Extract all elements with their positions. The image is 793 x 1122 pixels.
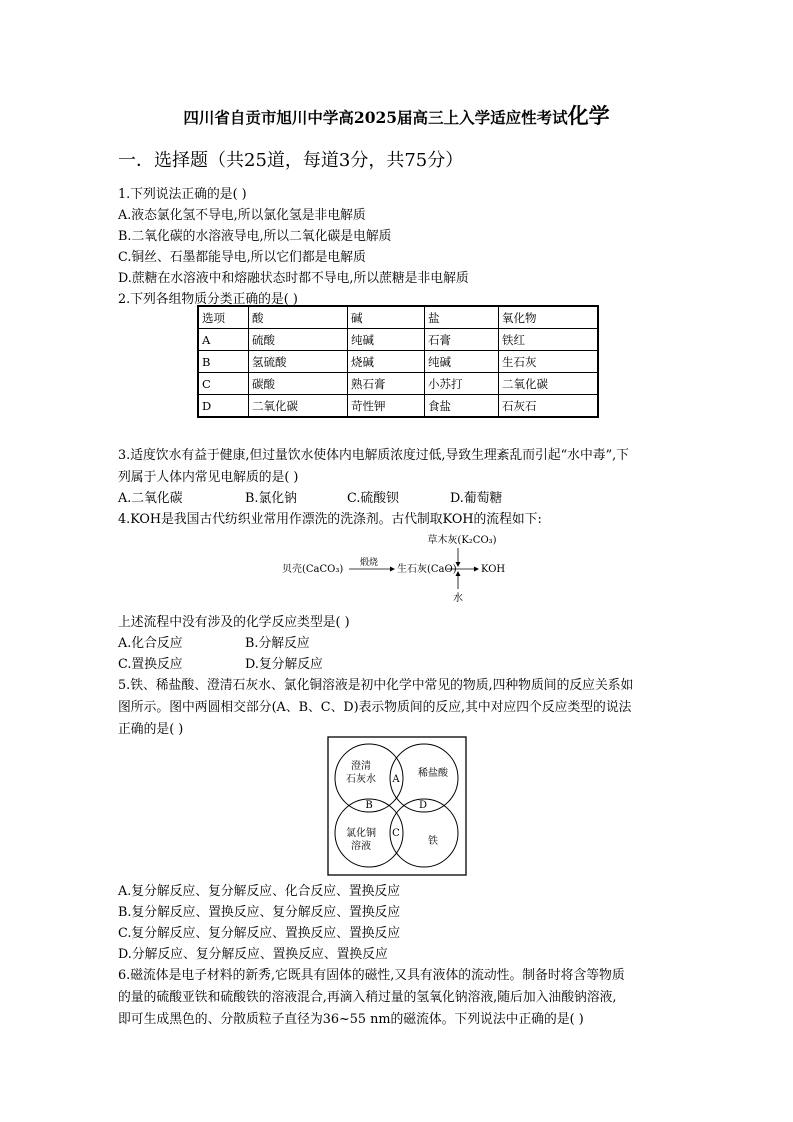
- table-row: [198, 329, 598, 351]
- q3-option-a: A.二氧化碳: [118, 491, 183, 506]
- venn-region-b: B: [365, 800, 373, 811]
- flow-arrow-head-icon: [390, 567, 395, 572]
- q5-stem-line-3: 正确的是( ): [118, 722, 184, 737]
- flow-end-label: KOH: [481, 564, 506, 575]
- table-cell: 苛性钾: [348, 395, 425, 418]
- exam-title-subject: 化学: [567, 103, 610, 128]
- flow-arrow-head-icon: [474, 567, 479, 572]
- q4-option-d: D.复分解反应: [245, 657, 323, 672]
- q5-stem-line-2: 图所示。图中两圆相交部分(A、B、C、D)表示物质间的反应,其中对应四个反应类型的说法: [118, 700, 632, 715]
- q1-option-a: A.液态氯化氢不导电,所以氯化氢是非电解质: [118, 208, 366, 223]
- q4-option-b: B.分解反应: [245, 636, 310, 651]
- table-cell: 烧碱: [348, 351, 425, 373]
- q1-stem: 1.下列说法正确的是( ): [118, 187, 247, 202]
- q1-option-c: C.铜丝、石墨都能导电,所以它们都是电解质: [118, 250, 366, 265]
- section-heading: 一．选择题（共25道，每道3分，共75分）: [118, 150, 464, 171]
- table-cell: 碳酸: [249, 373, 348, 395]
- table-cell: 二氧化碳: [249, 395, 348, 418]
- q4-option-c: C.置换反应: [118, 657, 183, 672]
- q1-option-b: B.二氧化碳的水溶液导电,所以二氧化碳是电解质: [118, 229, 392, 244]
- flow-arrow-label: 煅烧: [359, 558, 379, 568]
- q6-stem-line-1: 6.磁流体是电子材料的新秀,它既具有固体的磁性,又具有液体的流动性。制备时将含等物质: [118, 968, 625, 983]
- venn-label-bl-1: 氯化铜: [346, 828, 376, 839]
- table-row: [198, 351, 598, 373]
- table-row: [198, 373, 598, 395]
- table-header-cell: 选项: [198, 306, 249, 329]
- venn-label-tl-2: 石灰水: [346, 774, 376, 785]
- exam-title-main: 四川省自贡市旭川中学高2025届高三上入学适应性考试: [183, 108, 568, 127]
- q4-question: 上述流程中没有涉及的化学反应类型是( ): [118, 615, 350, 630]
- venn-label-bl-2: 溶液: [351, 841, 371, 852]
- table-cell: 石灰石: [499, 395, 599, 418]
- table-cell: 食盐: [425, 395, 499, 418]
- q5-option-d: D.分解反应、复分解反应、置换反应、置换反应: [118, 947, 388, 962]
- table-header-cell: 碱: [348, 306, 425, 329]
- q5-venn-diagram: [327, 736, 467, 876]
- flow-start-label: 贝壳(CaCO₃): [282, 564, 344, 575]
- table-cell: 二氧化碳: [499, 373, 599, 395]
- table-cell: D: [198, 395, 249, 418]
- table-cell: 熟石膏: [348, 373, 425, 395]
- table-cell: A: [198, 329, 249, 351]
- venn-label-br: 铁: [428, 836, 438, 847]
- flow-top-label: 草木灰(K₂CO₃): [427, 535, 497, 546]
- q3-option-b: B.氯化钠: [245, 491, 297, 506]
- q5-stem-line-1: 5.铁、稀盐酸、澄清石灰水、氯化铜溶液是初中化学中常见的物质,四种物质间的反应关系如: [118, 678, 634, 693]
- venn-region-c: C: [392, 828, 400, 839]
- table-header-row: [198, 306, 598, 329]
- q4-stem: 4.KOH是我国古代纺织业常用作漂洗的洗涤剂。古代制取KOH的流程如下:: [118, 512, 542, 527]
- q1-option-d: D.蔗糖在水溶液中和熔融状态时都不导电,所以蔗糖是非电解质: [118, 271, 469, 286]
- table-header-cell: 盐: [425, 306, 499, 329]
- table-cell: 石膏: [425, 329, 499, 351]
- venn-label-tr: 稀盐酸: [418, 768, 448, 779]
- venn-label-tl-1: 澄清: [351, 761, 371, 772]
- table-cell: 纯碱: [348, 329, 425, 351]
- table-cell: 硫酸: [249, 329, 348, 351]
- venn-region-d: D: [418, 800, 428, 811]
- q5-option-c: C.复分解反应、复分解反应、置换反应、置换反应: [118, 926, 401, 941]
- q3-stem-line-2: 列属于人体内常见电解质的是( ): [118, 470, 299, 485]
- venn-region-a: A: [392, 774, 400, 785]
- table-cell: B: [198, 351, 249, 373]
- q4-flow-diagram: [280, 530, 520, 606]
- q2-stem: 2.下列各组物质分类正确的是( ): [118, 292, 298, 307]
- flow-mid-label: 生石灰(CaO): [397, 564, 457, 575]
- table-header-cell: 酸: [249, 306, 348, 329]
- table-cell: 氢硫酸: [249, 351, 348, 373]
- q6-stem-line-2: 的量的硫酸亚铁和硫酸铁的溶液混合,再滴入稍过量的氢氧化钠溶液,随后加入油酸钠溶液,: [118, 990, 617, 1005]
- table-cell: 纯碱: [425, 351, 499, 373]
- q4-option-a: A.化合反应: [118, 636, 183, 651]
- table-header-cell: 氧化物: [499, 306, 599, 329]
- q5-option-b: B.复分解反应、置换反应、复分解反应、置换反应: [118, 905, 401, 920]
- table-cell: C: [198, 373, 249, 395]
- q3-option-d: D.葡萄糖: [450, 491, 503, 506]
- q6-stem-line-3: 即可生成黑色的、分散质粒子直径为36~55 nm的磁流体。下列说法中正确的是( ): [118, 1012, 584, 1027]
- exam-title: [0, 100, 793, 130]
- flow-bottom-label: 水: [453, 593, 463, 604]
- q3-stem-line-1: 3.适度饮水有益于健康,但过量饮水使体内电解质浓度过低,导致生理紊乱而引起“水中毒”,下: [118, 448, 629, 463]
- q3-option-c: C.硫酸钡: [347, 491, 399, 506]
- q5-option-a: A.复分解反应、复分解反应、化合反应、置换反应: [118, 884, 401, 899]
- table-cell: 生石灰: [499, 351, 599, 373]
- table-row: [198, 395, 598, 418]
- table-cell: 铁红: [499, 329, 599, 351]
- table-cell: 小苏打: [425, 373, 499, 395]
- q2-classification-table: [197, 305, 599, 418]
